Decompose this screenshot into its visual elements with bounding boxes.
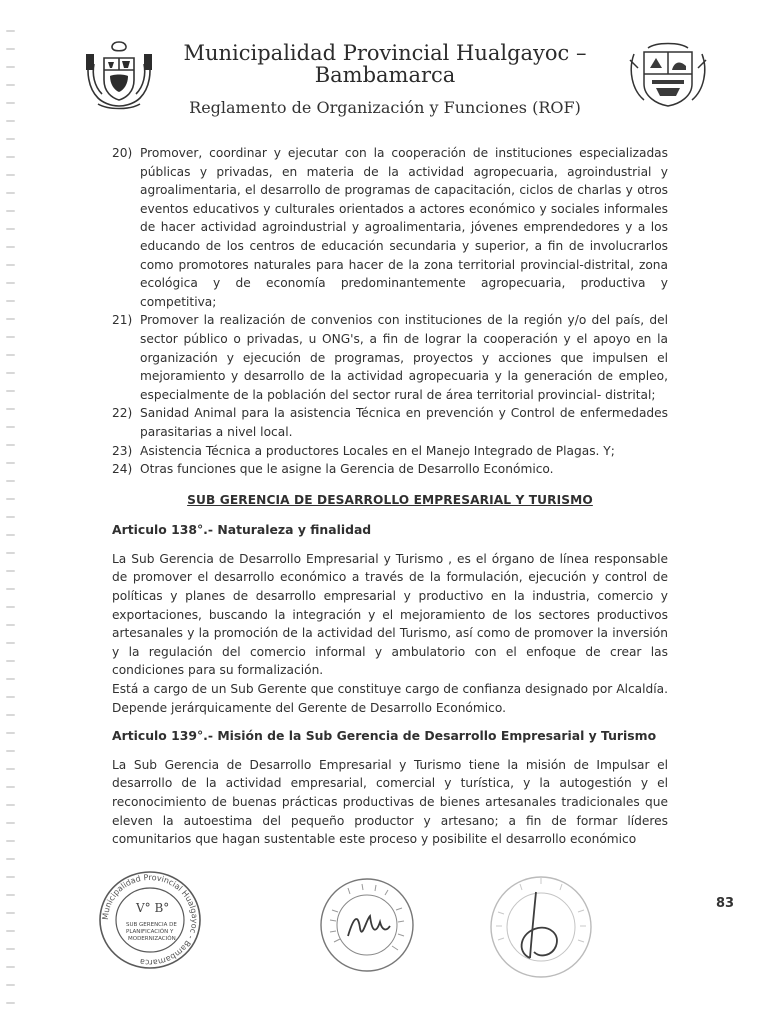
binding-mark: [6, 714, 15, 716]
binding-mark: [6, 948, 15, 950]
binding-mark: [6, 264, 15, 266]
list-item-text: Asistencia Técnica a productores Locales en el Manejo Integrado de Plagas. Y;: [140, 443, 615, 458]
binding-mark: [6, 282, 15, 284]
article-138-paragraph-1: La Sub Gerencia de Desarrollo Empresarial y Turismo , es el órgano de línea responsable de promover el desarrollo económico a través de la formulación, ejecución y control de políticas y planes de desarrollo empresarial y productivo en la industria, comercio y exportaciones, buscando la integración y el mejoramiento de los sectores productivos artesanales y la promoción de la actividad del Turismo, así como de promover la inversión y la regulación del comercio informal y ambulatorio con el enfoque de crear las condiciones para su formalización.: [112, 551, 668, 678]
handwritten-signature: [348, 916, 390, 936]
page-header: [0, 0, 768, 130]
binding-mark: [6, 210, 15, 212]
binding-mark: [6, 750, 15, 752]
binding-mark: [6, 498, 15, 500]
binding-mark: [6, 570, 15, 572]
binding-mark: [6, 804, 15, 806]
list-item-text: Promover, coordinar y ejecutar con la cooperación de instituciones especializadas públicas y privadas, en materia de la actividad agropecuaria, agroindustrial y agroalimentaria, el desarrollo de programas de capacitación, ciclos de charlas y otros eventos educativos y culturales orientados a actores económico y sociales informales de hacer actividad agroindustrial y agroalimentaria, jóvenes emprendedores y a los educando de los centros de educación secundaria y superior, a fin de involucrarlos como promotores naturales para hacer de la zona territorial provincial-distrital, zona ecológica y de economía predominantemente agropecuaria, productiva y competitiva;: [140, 146, 668, 309]
binding-mark: [6, 318, 15, 320]
stamp-office-line-3: MODERNIZACIÓN: [128, 936, 176, 942]
list-item-number: 22): [112, 406, 133, 421]
binding-mark: [6, 588, 15, 590]
binding-mark: [6, 408, 15, 410]
list-item: [112, 144, 668, 311]
signature-seal-stamp: [486, 872, 596, 982]
binding-mark: [6, 894, 15, 896]
peru-coat-of-arms-logo: [84, 40, 154, 112]
list-item-text: Promover la realización de convenios con instituciones de la región y/o del país, del sector público o privadas, u ONG's, a fin de lograr la cooperación y el apoyo en la organización y ejecución de programas, proyectos y acciones que impulsen el mejoramiento y desarrollo de la actividad agropecuaria y la generación de empleo, especialmente de la población del sector rural de área territorial provincial- distrital;: [140, 313, 668, 402]
binding-mark: [6, 642, 15, 644]
article-139-paragraph-1: La Sub Gerencia de Desarrollo Empresarial y Turismo tiene la misión de Impulsar el desarrollo de la actividad empresarial, comercial y turística, y la autogestión y el reconocimiento de buenas prácticas productivas de bienes artesanales tradicionales que eleven la autoestima del pequeño productor y artesano; a fin de formar líderes comunitarios que hagan sustentable este proceso y posibilite el desarrollo económico: [112, 757, 668, 847]
binding-mark: [6, 822, 15, 824]
vobo-approval-stamp: [96, 868, 204, 972]
binding-mark: [6, 372, 15, 374]
list-item: [112, 442, 668, 461]
binding-mark: [6, 624, 15, 626]
institution-title: [150, 42, 620, 86]
article-139-title: Articulo 139°.- Misión de la Sub Gerencia de Desarrollo Empresarial y Turismo: [112, 728, 657, 744]
list-item: [112, 460, 668, 479]
list-item-number: 23): [112, 443, 133, 458]
binding-mark: [6, 354, 15, 356]
handwritten-signature: [522, 892, 557, 958]
binding-mark: [6, 606, 15, 608]
list-item: [112, 404, 668, 441]
stamp-office-line-2: PLANIFICACIÓN Y: [126, 929, 174, 935]
binding-mark: [6, 966, 15, 968]
binding-mark: [6, 192, 15, 194]
section-heading: SUB GERENCIA DE DESARROLLO EMPRESARIAL Y TURISMO: [187, 492, 593, 507]
binding-mark: [6, 858, 15, 860]
stamp-office-line-1: SUB GERENCIA DE: [126, 922, 177, 928]
binding-mark: [6, 246, 15, 248]
binding-mark: [6, 732, 15, 734]
binding-mark: [6, 390, 15, 392]
list-item: [112, 311, 668, 404]
binding-mark: [6, 156, 15, 158]
document-subtitle: Reglamento de Organización y Funciones (ROF): [189, 98, 581, 117]
article-138-title: Articulo 138°.- Naturaleza y finalidad: [112, 522, 372, 538]
binding-mark: [6, 462, 15, 464]
binding-mark: [6, 174, 15, 176]
list-item-text: Otras funciones que le asigne la Gerencia de Desarrollo Económico.: [140, 462, 554, 477]
list-item-number: 20): [112, 146, 133, 160]
municipal-coat-of-arms-logo: [626, 40, 710, 110]
title-line-2: Bambamarca: [314, 63, 456, 87]
binding-mark: [6, 678, 15, 680]
list-item-number: 21): [112, 313, 133, 328]
binding-mark: [6, 786, 15, 788]
stamp-ring-text: Municipalidad Provincial Hualgayoc - Bambamarca: [100, 872, 200, 968]
binding-mark: [6, 984, 15, 986]
article-138-paragraph-2: Está a cargo de un Sub Gerente que constituye cargo de confianza designado por Alcaldía. Depende jerárquicamente del Gerente de Desarrollo Económico.: [112, 682, 668, 715]
binding-mark: [6, 696, 15, 698]
binding-mark: [6, 840, 15, 842]
binding-mark: [6, 1002, 15, 1004]
binding-holes: [0, 0, 26, 1024]
binding-mark: [6, 768, 15, 770]
binding-mark: [6, 534, 15, 536]
binding-mark: [6, 480, 15, 482]
binding-mark: [6, 426, 15, 428]
binding-mark: [6, 300, 15, 302]
functions-list: [112, 144, 668, 479]
stamp-vobo-text: V° B°: [136, 901, 170, 915]
document-body: [112, 144, 668, 849]
list-item-text: Sanidad Animal para la asistencia Técnica en prevención y Control de enfermedades parasitarias a nivel local.: [140, 406, 668, 439]
title-line-1: Municipalidad Provincial Hualgayoc –: [183, 41, 587, 65]
binding-mark: [6, 552, 15, 554]
binding-mark: [6, 336, 15, 338]
binding-mark: [6, 912, 15, 914]
binding-mark: [6, 516, 15, 518]
binding-mark: [6, 138, 15, 140]
binding-mark: [6, 444, 15, 446]
list-item-number: 24): [112, 462, 133, 477]
binding-mark: [6, 876, 15, 878]
signature-seal-stamp: [318, 876, 416, 974]
binding-mark: [6, 660, 15, 662]
binding-mark: [6, 228, 15, 230]
binding-mark: [6, 930, 15, 932]
page-number: 83: [716, 896, 735, 911]
